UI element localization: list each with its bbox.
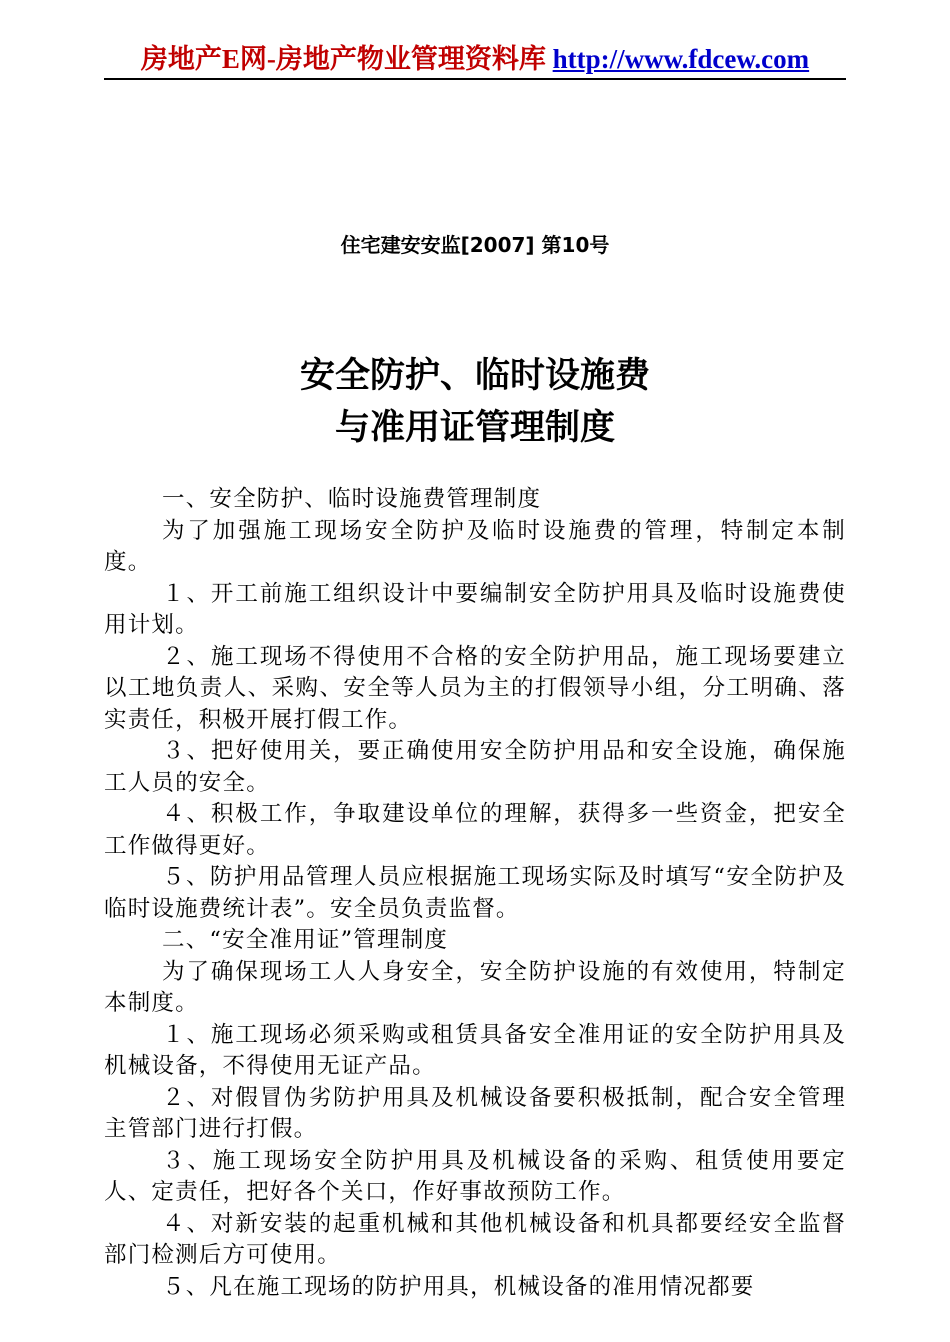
paragraph: １、开工前施工组织设计中要编制安全防护用具及临时设施费使用计划。 bbox=[104, 580, 846, 638]
paragraph: 为了加强施工现场安全防护及临时设施费的管理，特制定本制度。 bbox=[104, 517, 846, 575]
site-name: 房地产E网 bbox=[140, 44, 267, 74]
paragraph: ３、把好使用关，要正确使用安全防护用品和安全设施，确保施工人员的安全。 bbox=[104, 738, 846, 796]
site-header bbox=[104, 40, 846, 80]
paragraph: ２、对假冒伪劣防护用具及机械设备要积极抵制，配合安全管理主管部门进行打假。 bbox=[104, 1084, 846, 1142]
paragraph: ５、防护用品管理人员应根据施工现场实际及时填写“安全防护及临时设施费统计表”。安全员负责监督。 bbox=[104, 864, 846, 922]
paragraph: ４、对新安装的起重机械和其他机械设备和机具都要经安全监督部门检测后方可使用。 bbox=[104, 1210, 846, 1268]
paragraph: 为了确保现场工人人身安全，安全防护设施的有效使用，特制定本制度。 bbox=[104, 958, 846, 1016]
title-line-1: 安全防护、临时设施费 bbox=[299, 356, 650, 396]
document-body bbox=[104, 484, 846, 1303]
paragraph: ５、凡在施工现场的防护用具，机械设备的准用情况都要 bbox=[162, 1273, 755, 1300]
paragraph: ３、施工现场安全防护用具及机械设备的采购、租赁使用要定人、定责任，把好各个关口，作好事故预防工作。 bbox=[104, 1147, 846, 1205]
document-title bbox=[0, 350, 950, 454]
section-heading: 一、安全防护、临时设施费管理制度 bbox=[162, 486, 542, 512]
site-url-link[interactable]: http://www.fdcew.com bbox=[552, 44, 810, 74]
paragraph: ２、施工现场不得使用不合格的安全防护用品，施工现场要建立以工地负责人、采购、安全等人员为主的打假领导小组，分工明确、落实责任，积极开展打假工作。 bbox=[104, 643, 846, 733]
library-name: 房地产物业管理资料库 bbox=[275, 44, 546, 74]
title-line-2: 与准用证管理制度 bbox=[334, 408, 615, 448]
paragraph: １、施工现场必须采购或租赁具备安全准用证的安全防护用具及机械设备，不得使用无证产品。 bbox=[104, 1021, 846, 1079]
document-number: 住宅建安安监[2007] 第10号 bbox=[340, 233, 610, 257]
paragraph: ４、积极工作，争取建设单位的理解，获得多一些资金，把安全工作做得更好。 bbox=[104, 801, 846, 859]
header-separator: - bbox=[266, 44, 276, 74]
section-heading: 二、“安全准用证”管理制度 bbox=[162, 927, 449, 953]
